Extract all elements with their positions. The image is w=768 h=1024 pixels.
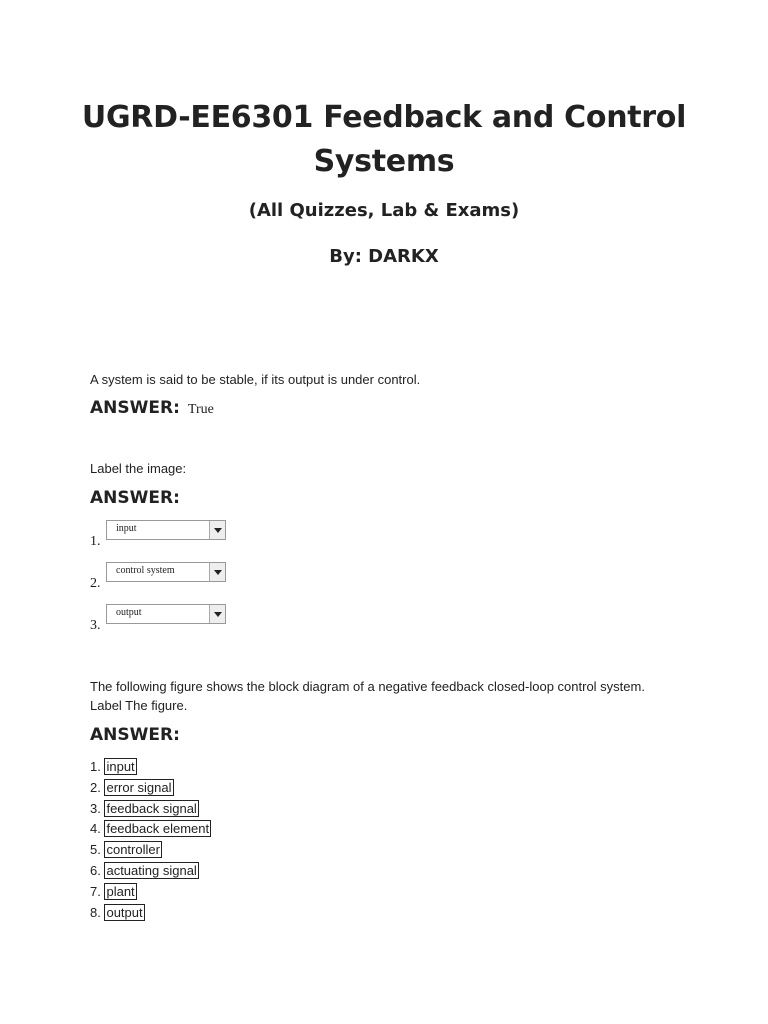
list-number: 5. — [90, 842, 101, 858]
chevron-down-icon[interactable] — [209, 563, 225, 581]
list-item — [90, 778, 211, 799]
list-number: 7. — [90, 883, 101, 899]
dropdown-select[interactable] — [106, 520, 226, 540]
answer-label: ANSWER: — [90, 398, 180, 418]
question-2-answer-label: ANSWER: — [90, 488, 180, 508]
list-item — [90, 799, 211, 820]
label-box: output — [106, 904, 143, 920]
dropdown-value: input — [116, 523, 137, 534]
label-box: plant — [106, 883, 135, 899]
dropdown-value: output — [116, 607, 142, 618]
dropdown-number: 2. — [90, 576, 101, 591]
list-number: 8. — [90, 904, 101, 920]
list-number: 6. — [90, 862, 101, 878]
label-box: feedback signal — [106, 800, 197, 816]
dropdown-select[interactable] — [106, 562, 226, 582]
list-item — [90, 861, 211, 882]
list-item — [90, 882, 211, 903]
answer-value: True — [187, 402, 214, 417]
question-3-answer-label: ANSWER: — [90, 725, 180, 745]
label-box: input — [106, 759, 135, 774]
dropdown-number: 1. — [90, 534, 101, 549]
label-box: error signal — [106, 779, 172, 795]
dropdown-value: control system — [116, 565, 175, 576]
document-subtitle: (All Quizzes, Lab & Exams) — [248, 200, 520, 221]
list-item — [90, 840, 211, 861]
list-number: 4. — [90, 821, 101, 837]
list-number: 1. — [90, 759, 101, 774]
document-byline: By: DARKX — [329, 246, 439, 267]
list-number: 3. — [90, 800, 101, 816]
question-1-prompt: A system is said to be stable, if its output is under control. — [90, 372, 421, 387]
dropdown-number: 3. — [90, 618, 101, 633]
label-box: controller — [106, 842, 160, 858]
question-3-prompt: The following figure shows the block diagram of a negative feedback closed-loop control system. Label The figure. — [90, 679, 645, 713]
label-box: feedback element — [106, 821, 210, 837]
answer-list — [90, 757, 211, 923]
dropdown-select[interactable] — [106, 604, 226, 624]
question-1-answer — [90, 398, 214, 418]
chevron-down-icon[interactable] — [209, 521, 225, 539]
list-item — [90, 757, 211, 778]
list-item — [90, 819, 211, 840]
list-number: 2. — [90, 779, 101, 795]
label-box: actuating signal — [106, 862, 197, 878]
document-title: UGRD-EE6301 Feedback and Control Systems — [81, 100, 687, 179]
chevron-down-icon[interactable] — [209, 605, 225, 623]
question-2-prompt: Label the image: — [90, 461, 187, 476]
list-item — [90, 903, 211, 924]
